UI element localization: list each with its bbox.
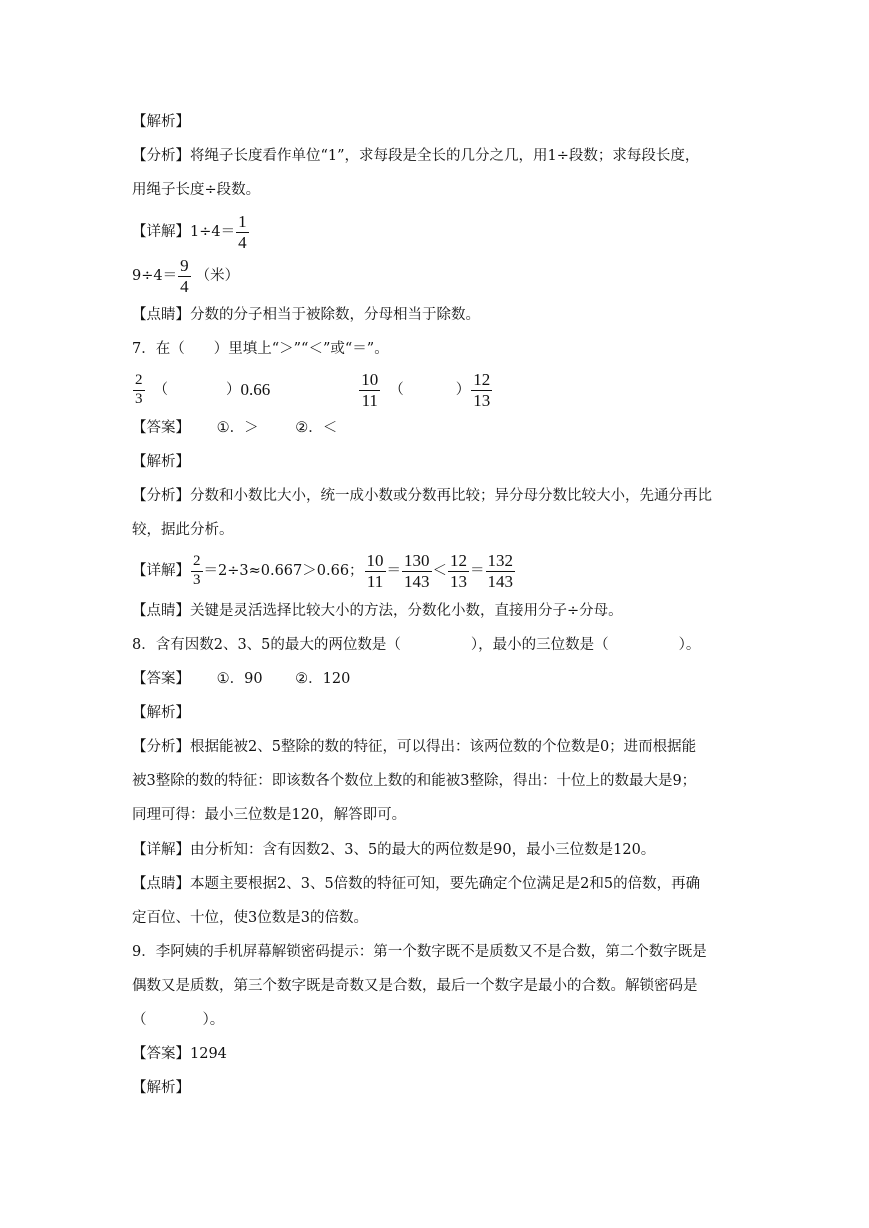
fraction (448, 552, 469, 591)
detail-label: 【详解】 (132, 563, 190, 579)
question-9-blank (132, 1010, 224, 1030)
question-8-part-1: 8．含有因数2、3、5的最大的两位数是（ (132, 637, 401, 653)
question-7-items (132, 366, 493, 414)
blank-open: （ (153, 382, 168, 398)
question-8-part-2: ），最小的三位数是（ (470, 637, 609, 653)
analysis-text: 【分析】分数和小数比大小，统一成小数或分数再比较；异分母分数比较大小，先通分再比 (132, 488, 712, 504)
analysis-text-cont: 用绳子长度÷段数。 (132, 182, 261, 198)
unit-text: （米） (195, 268, 240, 284)
detail-line-2 (132, 252, 239, 300)
key-point: 【点睛】分数的分子相当于被除数，分母相当于除数。 (132, 307, 480, 323)
denominator: 3 (135, 390, 143, 407)
numerator: 12 (450, 550, 468, 570)
denominator: 13 (473, 390, 491, 410)
question-8-part-3: ）。 (678, 637, 701, 653)
denominator: 143 (404, 571, 430, 591)
numerator: 10 (366, 550, 384, 570)
fraction (486, 552, 516, 591)
blank-close: ） (455, 382, 471, 398)
blank-open: （ (389, 382, 404, 398)
fraction (402, 552, 432, 591)
analysis-heading: 【解析】 (132, 454, 190, 470)
answer-label: 【答案】 (132, 671, 190, 687)
analysis-text: 【分析】将绳子长度看作单位“1”，求每段是全长的几分之几，用1÷段数；求每段长度， (132, 148, 700, 164)
equals-sign: ＝ (470, 563, 485, 579)
denominator: 4 (238, 232, 247, 252)
analysis-heading: 【解析】 (132, 114, 190, 130)
answer-1: ①．＞ (216, 420, 259, 436)
detail-line: 【详解】由分析知：含有因数2、3、5的最大的两位数是90，最小三位数是120。 (132, 842, 656, 858)
analysis-text-cont: 较，据此分析。 (132, 522, 234, 538)
blank-close: ） (226, 382, 241, 398)
equation-prefix: 9÷4＝ (132, 268, 178, 284)
numerator: 132 (487, 550, 514, 570)
numerator: 2 (133, 373, 145, 391)
key-point: 【点睛】本题主要根据2、3、5倍数的特征可知，要先确定个位满足是2和5的倍数，再确 (132, 876, 701, 892)
blank-close: ）。 (202, 1012, 225, 1028)
answer-line (132, 418, 337, 438)
equation-text: ＝2÷3≈0.667＞0.66； (203, 563, 364, 579)
fraction (236, 213, 249, 252)
fraction (178, 257, 191, 296)
question-9-cont: 偶数又是质数，第三个数字既是奇数又是合数，最后一个数字是最小的合数。解锁密码是 (132, 978, 698, 994)
question-8 (132, 635, 700, 655)
analysis-text-cont: 被3整除的数的特征：即该数各个数位上数的和能被3整除，得出：十位上的数最大是9； (132, 773, 697, 789)
analysis-heading: 【解析】 (132, 1080, 190, 1096)
detail-line (132, 208, 250, 256)
denominator: 11 (361, 390, 378, 410)
numerator: 9 (180, 255, 189, 275)
answer-label: 【答案】 (132, 420, 190, 436)
numerator: 10 (361, 369, 379, 389)
fraction (359, 371, 380, 410)
detail-line (132, 547, 516, 595)
numerator: 1 (238, 211, 247, 231)
analysis-text: 【分析】根据能被2、5整除的数的特征，可以得出：该两位数的个位数是0；进而根据能 (132, 739, 697, 755)
key-point-cont: 定百位、十位，使3位数是3的倍数。 (132, 910, 368, 926)
denominator: 143 (487, 571, 514, 591)
denominator: 11 (366, 571, 384, 591)
fraction (471, 371, 492, 410)
analysis-heading: 【解析】 (132, 705, 190, 721)
denominator: 4 (180, 276, 189, 296)
detail-label: 【详解】1÷4＝ (132, 224, 236, 240)
decimal-value: 0.66 (240, 380, 271, 399)
denominator: 3 (193, 571, 201, 588)
analysis-text-cont: 同理可得：最小三位数是120，解答即可。 (132, 807, 407, 823)
fraction (191, 554, 203, 589)
answer-line: 【答案】1294 (132, 1046, 227, 1062)
numerator: 130 (404, 550, 430, 570)
equals-sign: ＝ (386, 563, 402, 579)
key-point: 【点睛】关键是灵活选择比较大小的方法，分数化小数，直接用分子÷分母。 (132, 603, 623, 619)
numerator: 12 (473, 369, 491, 389)
less-than-sign: ＜ (432, 563, 448, 579)
question-9: 9．李阿姨的手机屏幕解锁密码提示：第一个数字既不是质数又不是合数，第二个数字既是 (132, 944, 707, 960)
denominator: 13 (450, 571, 468, 591)
numerator: 2 (191, 554, 203, 572)
answer-2: ②．120 (295, 671, 351, 687)
question-7: 7．在（ ）里填上“＞”“＜”或“＝”。 (132, 341, 389, 357)
fraction (133, 373, 145, 408)
answer-line (132, 669, 350, 689)
answer-1: ①．90 (216, 671, 263, 687)
answer-2: ②．＜ (295, 420, 338, 436)
fraction (365, 552, 386, 591)
blank-open: （ (132, 1012, 147, 1028)
